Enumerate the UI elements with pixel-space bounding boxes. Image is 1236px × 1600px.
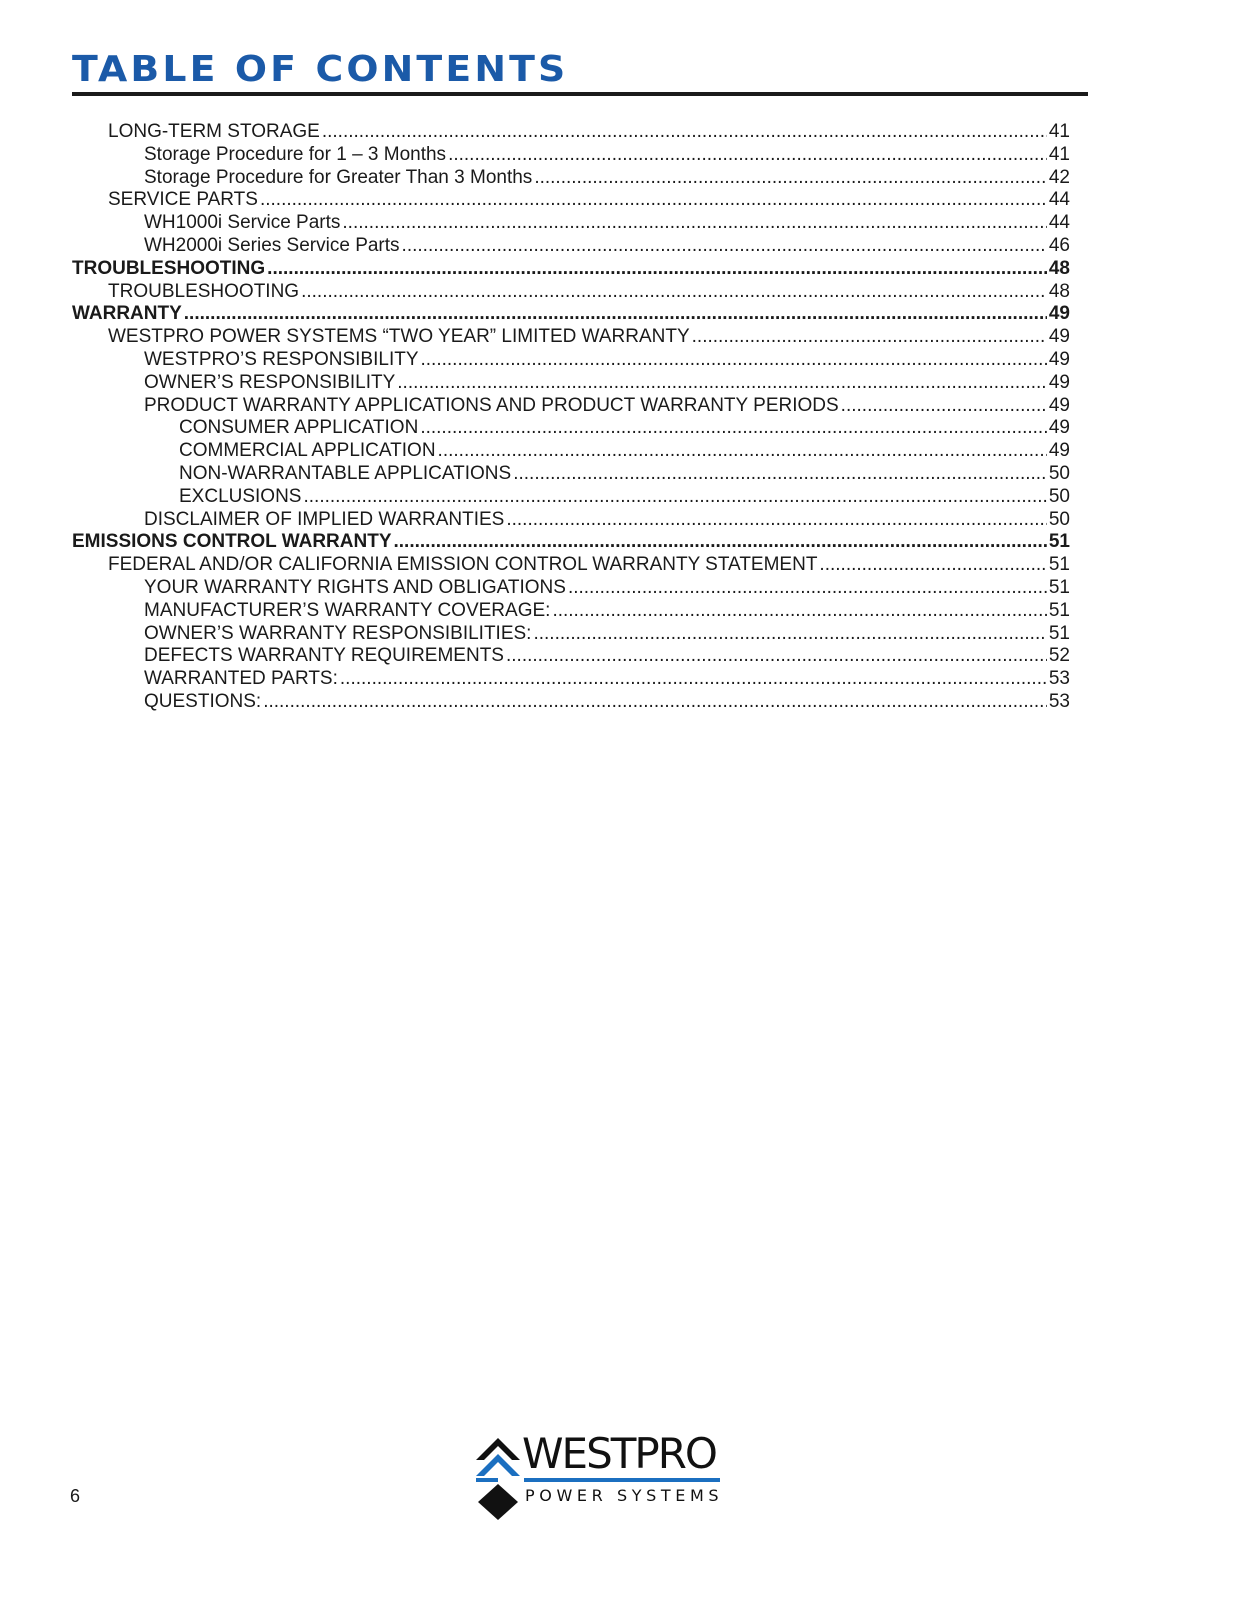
toc-entry-label: MANUFACTURER’S WARRANTY COVERAGE:	[144, 599, 551, 621]
toc-dot-leader	[267, 258, 1047, 281]
toc-dot-leader	[342, 212, 1046, 235]
toc-entry-label: EXCLUSIONS	[179, 485, 302, 507]
toc-dot-leader	[322, 121, 1047, 144]
toc-dot-leader	[552, 600, 1046, 623]
toc-entry-label: LONG-TERM STORAGE	[108, 121, 320, 142]
toc-entry-page: 49	[1048, 371, 1070, 393]
toc-entry-label: NON-WARRANTABLE APPLICATIONS	[179, 462, 512, 484]
toc-entry-page: 51	[1048, 554, 1070, 576]
toc-entry[interactable]	[72, 645, 1070, 668]
toc-entry-label: Storage Procedure for 1 – 3 Months	[144, 143, 447, 165]
toc-entry[interactable]	[72, 531, 1070, 554]
toc-entry[interactable]	[72, 326, 1070, 349]
toc-entry[interactable]	[72, 349, 1070, 372]
toc-dot-leader	[184, 303, 1047, 326]
toc-dot-leader	[506, 645, 1047, 668]
toc-entry-page: 44	[1048, 212, 1070, 234]
toc-entry[interactable]	[72, 121, 1070, 144]
toc-entry-page: 49	[1048, 417, 1070, 439]
toc-entry-page: 42	[1048, 166, 1070, 188]
toc-dot-leader	[260, 189, 1047, 212]
logo-underline	[524, 1478, 720, 1482]
toc-entry[interactable]	[72, 554, 1070, 577]
toc-entry[interactable]	[72, 417, 1070, 440]
toc-dot-leader	[303, 486, 1046, 509]
toc-entry[interactable]	[72, 258, 1070, 281]
toc-entry-page: 49	[1048, 394, 1070, 416]
toc-entry-label: WESTPRO’S RESPONSIBILITY	[144, 348, 419, 370]
toc-entry[interactable]	[72, 303, 1070, 326]
toc-dot-leader	[301, 281, 1047, 304]
toc-entry-page: 50	[1048, 485, 1070, 507]
toc-entry-label: TROUBLESHOOTING	[108, 280, 300, 302]
toc-entry-page: 49	[1048, 326, 1070, 348]
toc-entry-page: 44	[1048, 189, 1070, 211]
toc-dot-leader	[506, 509, 1047, 532]
toc-entry[interactable]	[72, 600, 1070, 623]
title-rule	[72, 92, 1088, 96]
table-of-contents	[72, 121, 1070, 714]
toc-entry[interactable]	[72, 395, 1070, 418]
toc-entry-label: WH2000i Series Service Parts	[144, 234, 400, 256]
toc-entry-page: 51	[1048, 576, 1070, 598]
toc-entry-page: 41	[1048, 143, 1070, 165]
toc-entry-label: WH1000i Service Parts	[144, 212, 341, 234]
toc-entry-label: Storage Procedure for Greater Than 3 Months	[144, 166, 533, 188]
toc-entry-page: 50	[1048, 508, 1070, 530]
toc-entry[interactable]	[72, 463, 1070, 486]
toc-entry-label: OWNER’S RESPONSIBILITY	[144, 371, 396, 393]
westpro-logo	[470, 1429, 730, 1524]
toc-dot-leader	[420, 417, 1047, 440]
toc-entry-label: SERVICE PARTS	[108, 189, 258, 211]
toc-dot-leader	[533, 623, 1046, 646]
toc-dot-leader	[448, 144, 1047, 167]
toc-entry-label: OWNER’S WARRANTY RESPONSIBILITIES:	[144, 622, 532, 644]
toc-entry-page: 49	[1048, 440, 1070, 462]
toc-entry-page: 52	[1048, 645, 1070, 667]
logo-wordmark: WESTPRO	[522, 1429, 716, 1478]
toc-dot-leader	[263, 691, 1047, 714]
toc-entry[interactable]	[72, 691, 1070, 714]
logo-tagline: POWER SYSTEMS	[525, 1486, 724, 1505]
toc-dot-leader	[340, 668, 1047, 691]
toc-entry-page: 53	[1048, 668, 1070, 690]
toc-entry-label: DEFECTS WARRANTY REQUIREMENTS	[144, 645, 504, 667]
toc-entry-page: 48	[1048, 280, 1070, 302]
toc-entry-page: 41	[1048, 121, 1070, 142]
page-number: 6	[70, 1486, 81, 1506]
toc-entry-page: 51	[1048, 599, 1070, 621]
toc-dot-leader	[568, 577, 1047, 600]
toc-entry-page: 46	[1048, 234, 1070, 256]
toc-entry-label: CONSUMER APPLICATION	[179, 417, 419, 439]
toc-entry-page: 53	[1048, 690, 1070, 712]
toc-entry[interactable]	[72, 189, 1070, 212]
toc-dot-leader	[692, 326, 1047, 349]
toc-entry[interactable]	[72, 623, 1070, 646]
toc-entry-page: 50	[1048, 462, 1070, 484]
toc-dot-leader	[438, 440, 1047, 463]
toc-entry[interactable]	[72, 668, 1070, 691]
toc-dot-leader	[513, 463, 1047, 486]
toc-entry-label: QUESTIONS:	[144, 690, 262, 712]
toc-entry-label: COMMERCIAL APPLICATION	[179, 440, 436, 462]
toc-entry[interactable]	[72, 212, 1070, 235]
toc-dot-leader	[394, 531, 1047, 554]
page-title: TABLE OF CONTENTS	[72, 49, 569, 90]
toc-dot-leader	[841, 395, 1047, 418]
toc-entry-label: FEDERAL AND/OR CALIFORNIA EMISSION CONTROL WARRANTY STATEMENT	[108, 554, 818, 576]
toc-entry[interactable]	[72, 440, 1070, 463]
toc-entry-label: EMISSIONS CONTROL WARRANTY	[72, 531, 392, 553]
toc-entry[interactable]	[72, 281, 1070, 304]
toc-entry-page: 51	[1048, 622, 1070, 644]
toc-entry-label: WESTPRO POWER SYSTEMS “TWO YEAR” LIMITED WARRANTY	[108, 326, 690, 348]
toc-entry[interactable]	[72, 144, 1070, 167]
toc-entry[interactable]	[72, 486, 1070, 509]
toc-entry[interactable]	[72, 167, 1070, 190]
toc-entry[interactable]	[72, 509, 1070, 532]
toc-entry-page: 51	[1048, 531, 1070, 553]
toc-entry[interactable]	[72, 577, 1070, 600]
toc-dot-leader	[397, 372, 1047, 395]
toc-dot-leader	[819, 554, 1046, 577]
toc-dot-leader	[421, 349, 1047, 372]
toc-entry-label: YOUR WARRANTY RIGHTS AND OBLIGATIONS	[144, 576, 566, 598]
toc-entry-label: TROUBLESHOOTING	[72, 257, 266, 279]
toc-entry-label: DISCLAIMER OF IMPLIED WARRANTIES	[144, 508, 505, 530]
toc-entry-label: PRODUCT WARRANTY APPLICATIONS AND PRODUCT WARRANTY PERIODS	[144, 394, 839, 416]
toc-dot-leader	[402, 235, 1047, 258]
toc-entry-page: 49	[1048, 303, 1070, 325]
toc-entry-label: WARRANTED PARTS:	[144, 668, 338, 690]
toc-entry-label: WARRANTY	[72, 303, 182, 325]
toc-entry[interactable]	[72, 235, 1070, 258]
toc-entry-page: 48	[1048, 257, 1070, 279]
toc-entry[interactable]	[72, 372, 1070, 395]
toc-entry-page: 49	[1048, 348, 1070, 370]
westpro-diamond-icon	[470, 1432, 526, 1524]
toc-dot-leader	[534, 167, 1047, 190]
